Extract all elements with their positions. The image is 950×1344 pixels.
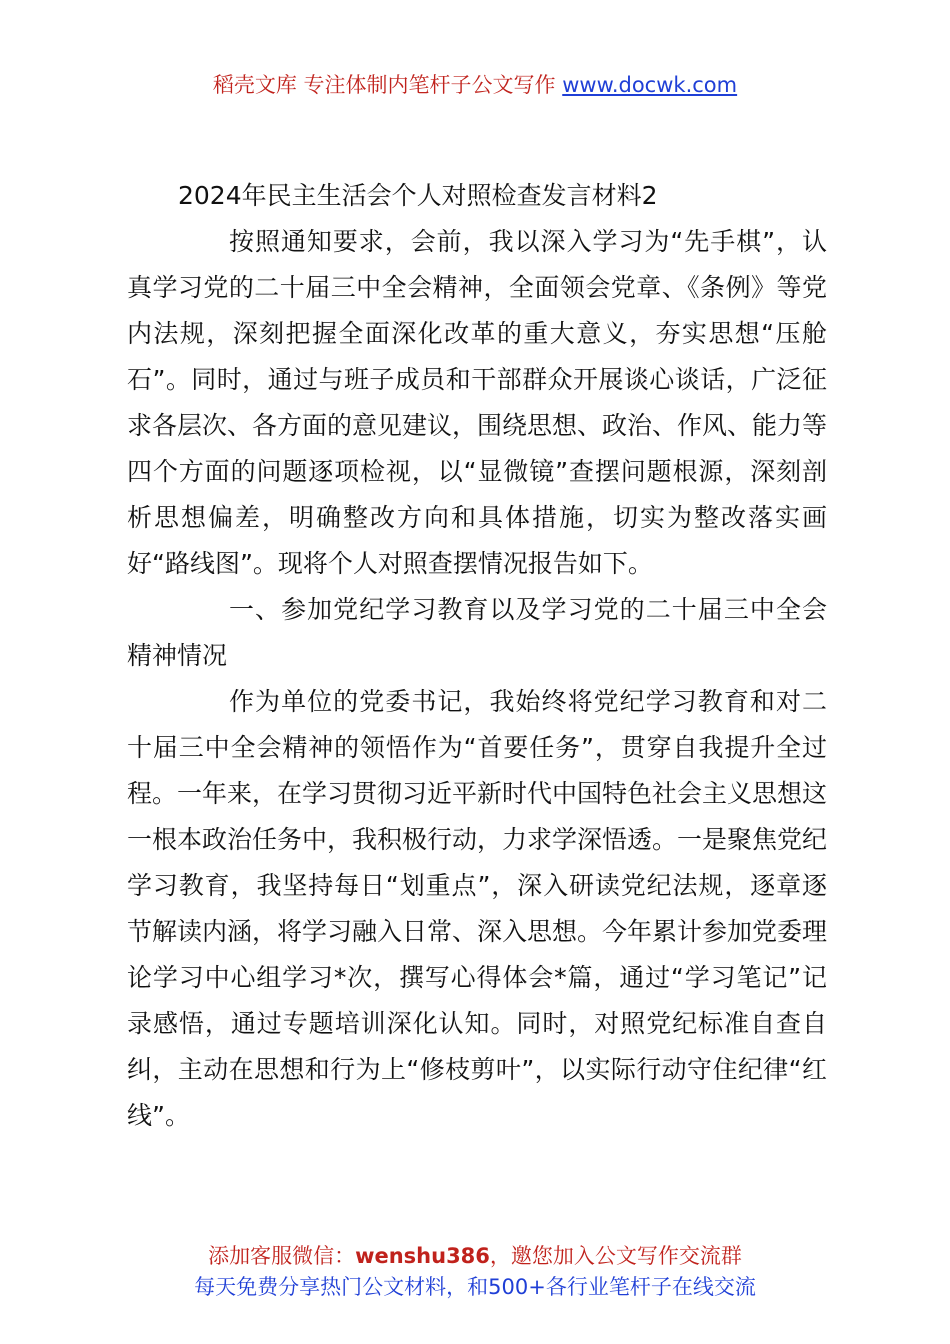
section-heading-1: 一、参加党纪学习教育以及学习党的二十届三中全会精神情况: [127, 595, 827, 670]
footer-line-1: [0, 1241, 950, 1272]
footer-line-2: 每天免费分享热门公文材料，和500+各行业笔杆子在线交流: [194, 1275, 756, 1299]
page-header: [0, 70, 950, 100]
footer-prefix: 添加客服微信：: [208, 1244, 356, 1268]
document-body: [127, 173, 827, 1139]
wechat-id: wenshu386: [355, 1244, 490, 1268]
brand-text: 稻壳文库 专注体制内笔杆子公文写作: [212, 73, 563, 97]
footer-suffix: ，邀您加入公文写作交流群: [489, 1244, 742, 1268]
site-link[interactable]: www.docwk.com: [562, 73, 738, 97]
paragraph-intro: 按照通知要求，会前，我以深入学习为“先手棋”，认真学习党的二十届三中全会精神，全面领会党章、《条例》等党内法规，深刻把握全面深化改革的重大意义，夯实思想“压舱石”。同时，通过与班子成员和干部群众开展谈心谈话，广泛征求各层次、各方面的意见建议，围绕思想、政治、作风、能力等四个方面的问题逐项检视，以“显微镜”查摆问题根源，深刻剖析思想偏差，明确整改方向和具体措施，切实为整改落实画好“路线图”。现将个人对照查摆情况报告如下。: [127, 227, 828, 578]
paragraph-section-1: 作为单位的党委书记，我始终将党纪学习教育和对二十届三中全会精神的领悟作为“首要任务”，贯穿自我提升全过程。一年来，在学习贯彻习近平新时代中国特色社会主义思想这一根本政治任务中，我积极行动，力求学深悟透。一是聚焦党纪学习教育，我坚持每日“划重点”，深入研读党纪法规，逐章逐节解读内涵，将学习融入日常、深入思想。今年累计参加党委理论学习中心组学习*次，撰写心得体会*篇，通过“学习笔记”记录感悟，通过专题培训深化认知。同时，对照党纪标准自查自纠，主动在思想和行为上“修枝剪叶”，以实际行动守住纪律“红线”。: [127, 687, 828, 1130]
document-title: 2024年民主生活会个人对照检查发言材料2: [178, 181, 658, 210]
page-footer: [0, 1241, 950, 1303]
